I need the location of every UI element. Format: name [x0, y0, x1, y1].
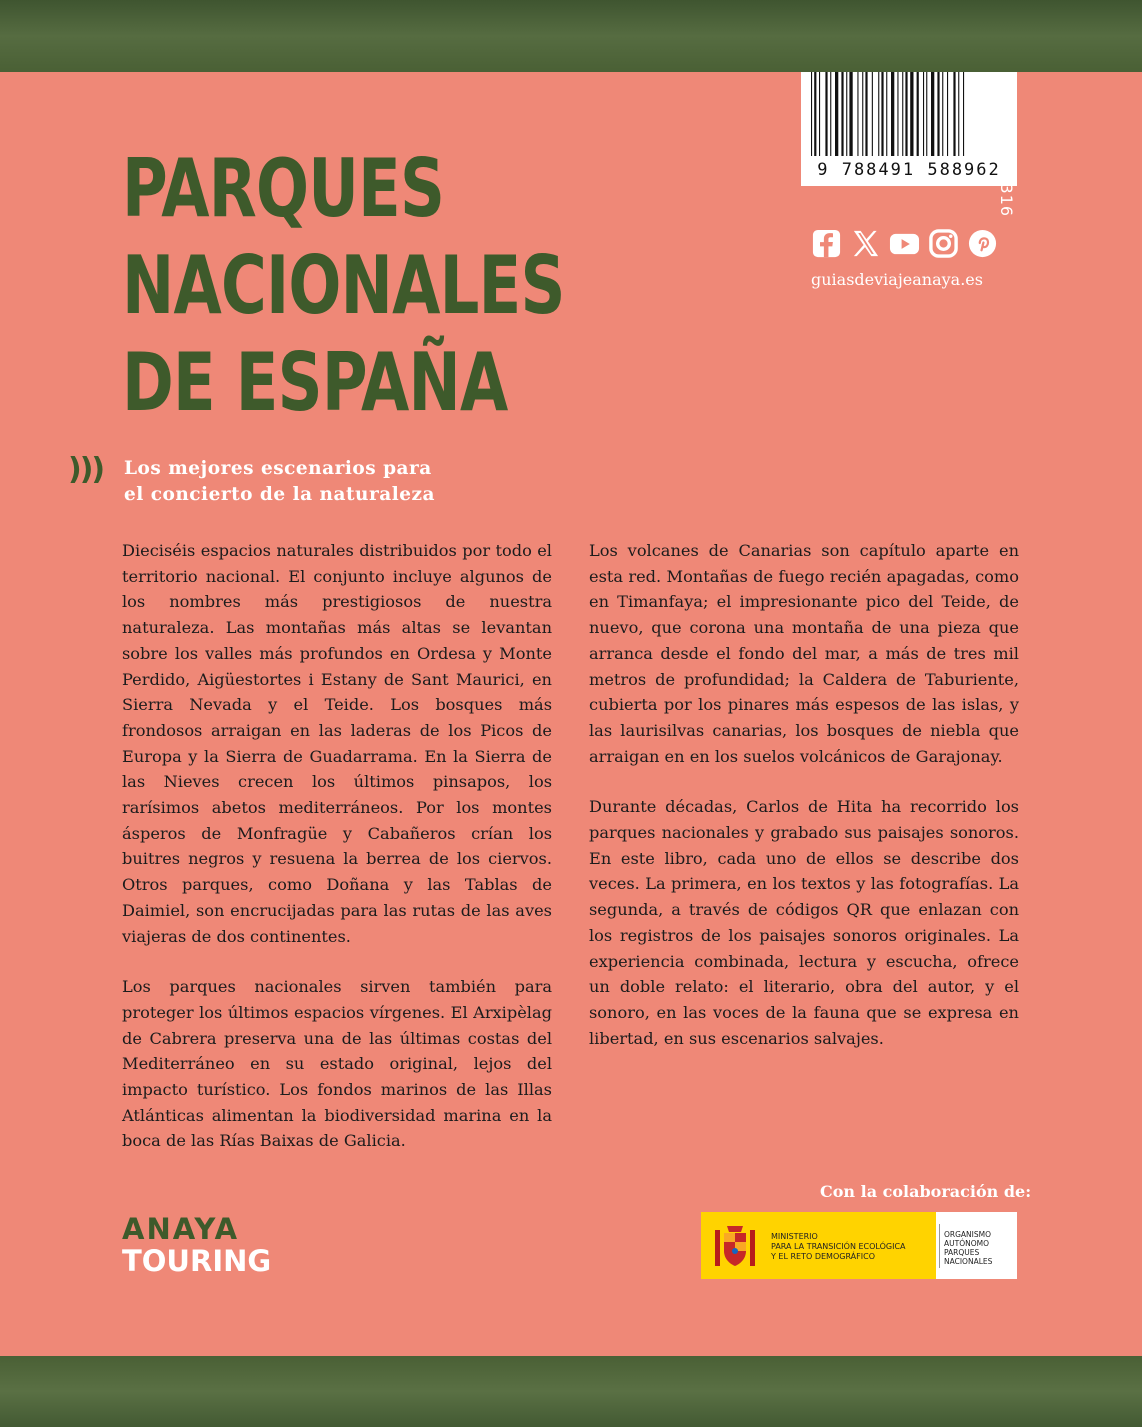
social-icons — [811, 228, 998, 259]
website-url[interactable]: guiasdeviajeanaya.es — [811, 270, 983, 289]
subtitle — [124, 456, 504, 508]
product-code: 599316 — [997, 150, 1016, 218]
ministry-name: MINISTERIO PARA LA TRANSICIÓN ECOLÓGICA Y EL RETO DEMOGRÁFICO — [771, 1232, 906, 1261]
facebook-icon[interactable] — [811, 228, 842, 259]
paragraph: Los volcanes de Canarias son capítulo aparte en esta red. Montañas de fuego recién apagadas, como en Timanfaya; el impresionante pico del Teide, de nuevo, que corona una montaña de una pieza que arranca desde el fondo del mar, a más de tres mil metros de profundidad; la Caldera de Taburiente, cubierta por los pinares más espesos de las islas, y las laurisilvas canarias, los bosques de niebla que arraigan en en los suelos volcánicos de Garajonay. — [589, 541, 1019, 766]
x-icon[interactable] — [850, 228, 881, 259]
paragraph: Dieciséis espacios naturales distribuidos por todo el territorio nacional. El conjunto incluye algunos de los nombres más prestigiosos de nuestra naturaleza. Las montañas más altas se levantan sobre los valles más profundos en Ordesa y Monte Perdido, Aigüestortes i Estany de Sant Maurici, en Sierra Nevada y el Teide. Los bosques más frondosos arraigan en las laderas de los Picos de Europa y la Sierra de Guadarrama. En la Sierra de las Nieves crecen los últimos pinsapos, los rarísimos abetos mediterráneos. Por los montes ásperos de Monfragüe y Cabañeros crían los buitres negros y resuena la berrea de los ciervos. Otros parques, como Doñana y las Tablas de Daimiel, son encrucijadas para las rutas de las aves viajeras de dos continentes. — [122, 541, 552, 946]
barcode-bars — [807, 72, 1011, 158]
title-line-2: NACIONALES — [122, 239, 565, 332]
ministry-logo — [701, 1212, 1017, 1279]
organism-name: ORGANISMO AUTÓNOMO PARQUES NACIONALES — [944, 1230, 993, 1266]
body-column-right — [589, 538, 1019, 1076]
publisher-name-2: TOURING — [122, 1244, 272, 1278]
title-line-3: DE ESPAÑA — [122, 336, 508, 429]
publisher-name-1: ANAYA — [122, 1212, 240, 1246]
paragraph: Los parques nacionales sirven también para proteger los últimos espacios vírgenes. El Arxipèlag de Cabrera preserva una de las últimas costas del Mediterráneo en su estado original, lejos del impacto turístico. Los fondos marinos de las Illas Atlánticas alimentan la biodiversidad marina en la boca de las Rías Baixas de Galicia. — [122, 977, 552, 1151]
top-foliage-band — [0, 0, 1142, 72]
pinterest-icon[interactable] — [967, 228, 998, 259]
book-title — [122, 140, 689, 431]
isbn-barcode — [801, 72, 1017, 186]
paragraph: Durante décadas, Carlos de Hita ha recorrido los parques nacionales y grabado sus paisajes sonoros. En este libro, cada uno de ellos se describe dos veces. La primera, en los textos y las fotografías. La segunda, a través de códigos QR que enlazan con los registros de los paisajes sonoros originales. La experiencia combinada, lectura y escucha, ofrece un doble relato: el literario, obra del autor, y el sonoro, en las voces de la fauna que se expresa en libertad, en sus escenarios salvajes. — [589, 797, 1019, 1048]
subtitle-line-2: el concierto de la naturaleza — [124, 484, 435, 505]
title-line-1: PARQUES — [122, 142, 445, 235]
bottom-foliage-band — [0, 1356, 1142, 1427]
subtitle-line-1: Los mejores escenarios para — [124, 458, 432, 479]
collaboration-label: Con la colaboración de: — [820, 1182, 1032, 1201]
body-column-left — [122, 538, 552, 1179]
isbn-number: 9 788491 588962 — [817, 160, 1001, 180]
coat-of-arms-icon — [711, 1220, 759, 1272]
youtube-icon[interactable] — [889, 228, 920, 259]
sound-waves-icon: ))) — [68, 452, 104, 487]
publisher-logo — [122, 1213, 271, 1277]
instagram-icon[interactable] — [928, 228, 959, 259]
